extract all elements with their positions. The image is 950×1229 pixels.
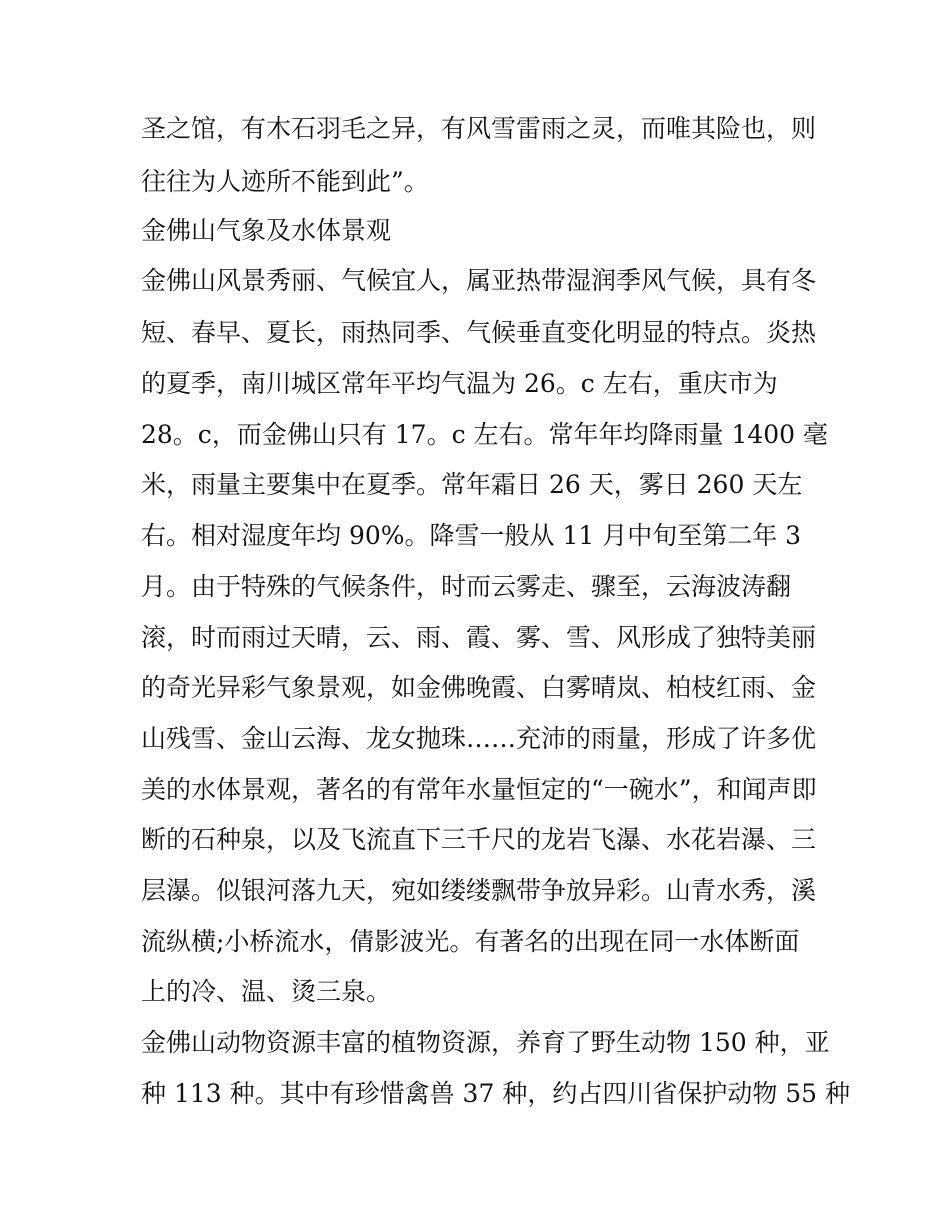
text-line: 流纵横;小桥流水，倩影波光。有著名的出现在同一水体断面 bbox=[141, 927, 800, 956]
text-line: 圣之馆，有木石羽毛之异，有风雪雷雨之灵，而唯其险也，则 bbox=[141, 114, 817, 143]
section-heading: 金佛山气象及水体景观 bbox=[141, 216, 392, 245]
text-line: 滚，时而雨过天晴，云、雨、霞、雾、雪、风形成了独特美丽 bbox=[141, 623, 817, 652]
text-line: 上的冷、温、烫三泉。 bbox=[141, 977, 392, 1006]
text-line: 往往为人迹所不能到此”。 bbox=[141, 167, 429, 196]
text-line: 短、春早、夏长，雨热同季、气候垂直变化明显的特点。炎热 bbox=[141, 318, 817, 347]
text-line: 月。由于特殊的气候条件，时而云雾走、骤至，云海波涛翻 bbox=[141, 572, 792, 601]
text-line: 山残雪、金山云海、龙女抛珠……充沛的雨量，形成了许多优 bbox=[141, 724, 817, 753]
text-line: 层瀑。似银河落九天，宛如缕缕飘带争放异彩。山青水秀，溪 bbox=[141, 876, 817, 905]
text-line: 右。相对湿度年均 90%。降雪一般从 11 月中旬至第二年 3 bbox=[141, 521, 802, 550]
text-line: 的奇光异彩气象景观，如金佛晚霞、白雾晴岚、柏枝红雨、金 bbox=[141, 673, 817, 702]
text-line: 断的石种泉，以及飞流直下三千尺的龙岩飞瀑、水花岩瀑、三 bbox=[141, 825, 817, 854]
text-line: 米，雨量主要集中在夏季。常年霜日 26 天，雾日 260 天左 bbox=[141, 470, 803, 499]
text-line: 金佛山动物资源丰富的植物资源，养育了野生动物 150 种，亚 bbox=[141, 1028, 830, 1057]
text-line: 美的水体景观，著名的有常年水量恒定的“一碗水”，和闻声即 bbox=[141, 775, 817, 804]
text-line: 28。c，而金佛山只有 17。c 左右。常年年均降雨量 1400 毫 bbox=[141, 420, 829, 449]
text-line: 种 113 种。其中有珍惜禽兽 37 种，约占四川省保护动物 55 种 bbox=[141, 1079, 851, 1108]
text-line: 金佛山风景秀丽、气候宜人，属亚热带湿润季风气候，具有冬 bbox=[141, 266, 817, 295]
text-line: 的夏季，南川城区常年平均气温为 26。c 左右，重庆市为 bbox=[141, 369, 778, 398]
